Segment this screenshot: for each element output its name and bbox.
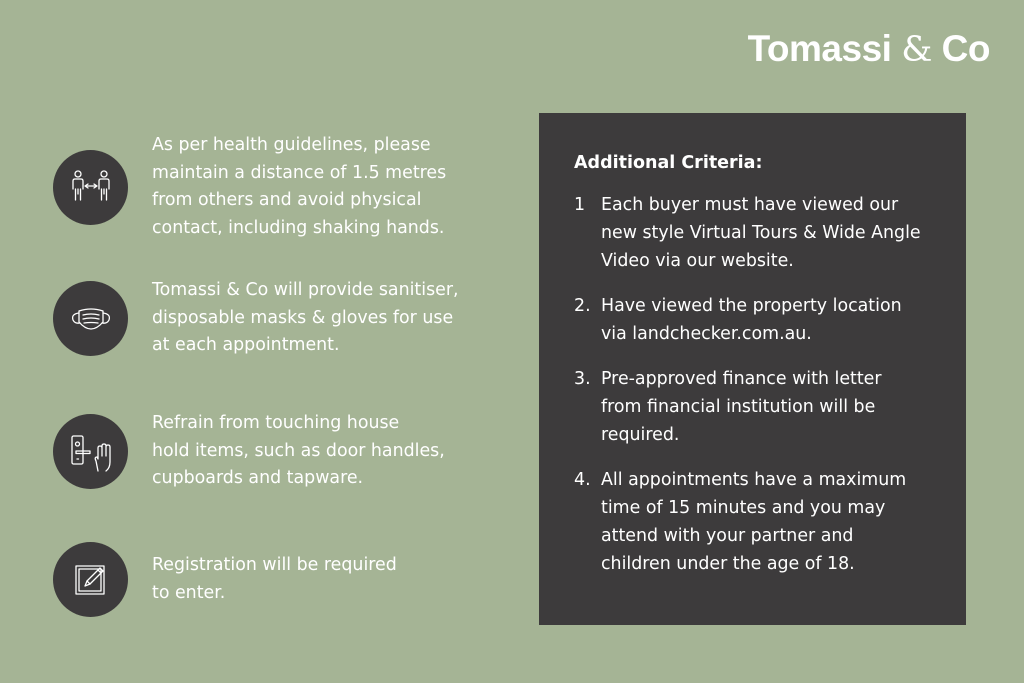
criteria-item [574,466,936,578]
no-touch-door-handle-icon [53,414,128,489]
brand-ampersand: & [901,30,932,70]
registration-form-icon [53,542,128,617]
criteria-number: 4. [574,470,591,490]
guideline-registration [53,542,397,617]
guideline-social-distance [53,132,446,242]
brand-name-part2: Co [941,28,990,69]
criteria-text: All appointments have a maximum time of 15 minutes and you may attend with your partner and children under the age of 18. [601,470,907,574]
guideline-text: As per health guidelines, please maintain a distance of 1.5 metres from others and avoid physical contact, including shaking hands. [152,135,447,238]
brand-name-part1: Tomassi [747,28,892,69]
criteria-text: Have viewed the property location via landchecker.com.au. [601,296,902,344]
social-distance-icon [53,150,128,225]
criteria-text: Each buyer must have viewed our new style Virtual Tours & Wide Angle Video via our website. [601,195,921,271]
face-mask-icon [53,281,128,356]
guideline-hygiene-supplies [53,277,459,360]
criteria-number: 2. [574,296,591,316]
criteria-item [574,292,936,348]
criteria-number: 3. [574,369,591,389]
criteria-title: Additional Criteria: [574,153,763,173]
guideline-no-touching [53,410,445,493]
guideline-text: Tomassi & Co will provide sanitiser, disposable masks & gloves for use at each appointment. [152,280,459,355]
guideline-text: Refrain from touching house hold items, such as door handles, cupboards and tapware. [152,413,445,488]
criteria-text: Pre-approved finance with letter from financial institution will be required. [601,369,882,445]
guideline-text: Registration will be required to enter. [152,555,397,603]
criteria-item [574,191,936,275]
criteria-number: 1 [574,195,586,215]
brand-logo [748,28,990,70]
criteria-item [574,365,936,449]
additional-criteria-panel [539,113,966,625]
